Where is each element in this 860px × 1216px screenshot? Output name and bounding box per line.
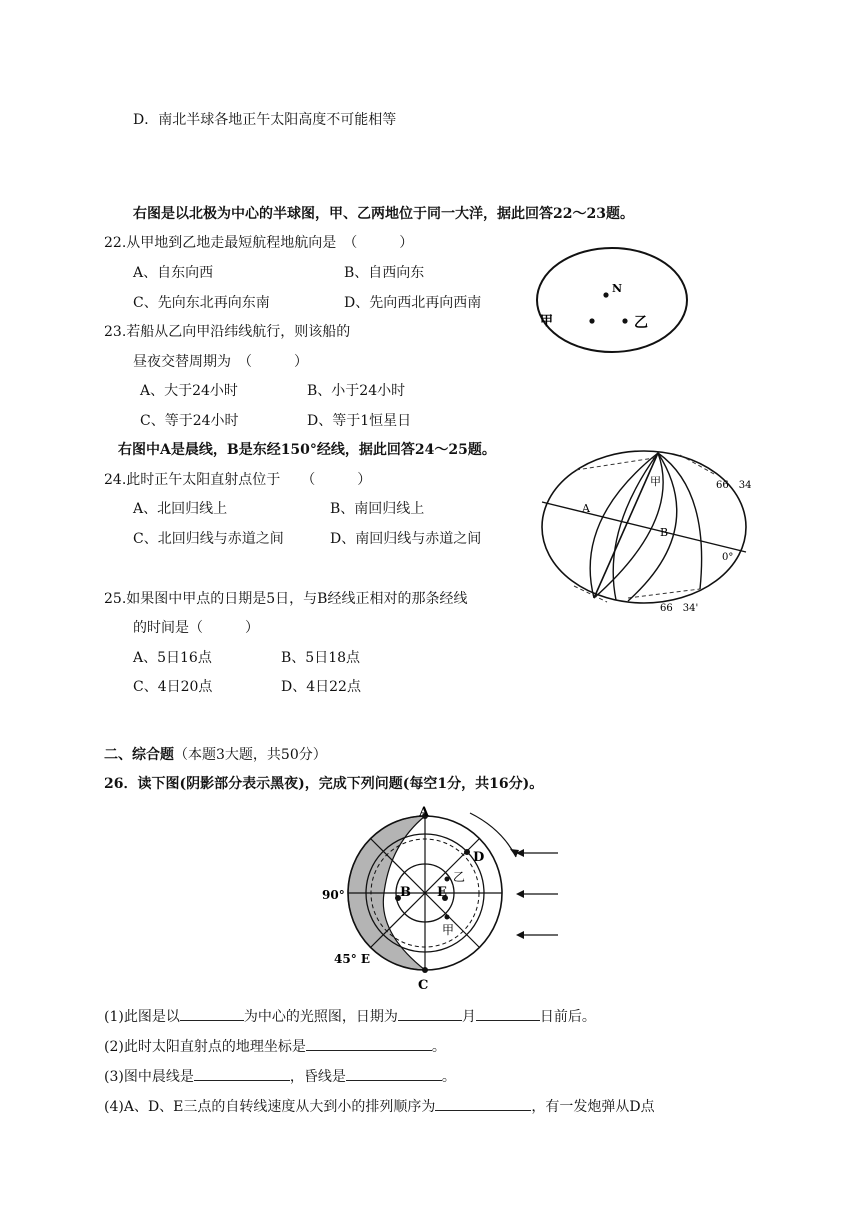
q23-stem-line2: 昼夜交替周期为 （ ）: [133, 354, 308, 370]
q26-stem: 26．读下图(阴影部分表示黑夜)，完成下列问题(每空1分，共16分)。: [104, 776, 544, 792]
label-yi: 乙: [634, 315, 648, 331]
q24-stem: 24.此时正午太阳直射点位于 （ ）: [104, 472, 372, 488]
q26-sub-1: (1)此图是以 为中心的光照图，日期为 月 日前后。: [104, 1006, 596, 1026]
q23-option-a: A、大于24小时: [140, 383, 238, 399]
label-lat-bottom: 66 34': [660, 603, 699, 614]
q24-option-a: A、北回归线上: [133, 501, 228, 517]
q22-option-d: D、先向西北再向西南: [344, 295, 482, 311]
intro-22-23: 右图是以北极为中心的半球图，甲、乙两地位于同一大洋，据此回答22～23题。: [133, 206, 634, 222]
label-jia: 甲: [442, 923, 455, 937]
label-d: D: [473, 850, 485, 865]
label-lat-equator: 0°: [722, 552, 734, 563]
point-jia: [589, 318, 594, 323]
label-lat-top: 66 34: [716, 480, 752, 491]
answer-blank-7[interactable]: [435, 1096, 531, 1111]
q26-sub-2: (2)此时太阳直射点的地理坐标是 。: [104, 1036, 446, 1056]
q25-option-a: A、5日16点: [133, 650, 212, 666]
label-yi: 乙: [453, 870, 466, 884]
q25-stem-line1: 25.如果图中甲点的日期是5日，与B经线正相对的那条经线: [104, 591, 468, 607]
q26-sub-3: (3)图中晨线是 ，昏线是 。: [104, 1066, 456, 1086]
intro-24-25: 右图中A是晨线，B是东经150°经线，据此回答24～25题。: [118, 442, 496, 458]
q23-option-c: C、等于24小时: [140, 413, 239, 429]
q23-stem-line1: 23.若船从乙向甲沿纬线航行，则该船的: [104, 324, 351, 340]
globe-terminator-figure: [532, 450, 762, 615]
q25-option-b: B、5日18点: [281, 650, 361, 666]
q22-option-c: C、先向东北再向东南: [133, 295, 270, 311]
point-c: [422, 967, 428, 973]
label-90-degree: 90°: [322, 888, 345, 902]
label-jia: 甲: [650, 475, 661, 488]
q25-option-c: C、4日20点: [133, 679, 213, 695]
point-yi: [622, 318, 627, 323]
q24-option-b: B、南回归线上: [330, 501, 425, 517]
answer-blank-5[interactable]: [194, 1066, 290, 1081]
section-2-note: （本题3大题，共50分）: [174, 747, 327, 763]
q26-sub-4: (4)A、D、E三点的自转线速度从大到小的排列顺序为 ，有一发炮弹从D点: [104, 1096, 655, 1116]
label-jia: 甲: [540, 314, 554, 329]
label-c: C: [418, 978, 429, 993]
answer-blank-3[interactable]: [476, 1006, 540, 1021]
label-a: A: [582, 502, 590, 515]
point-d: [464, 849, 470, 855]
q24-option-d: D、南回归线与赤道之间: [330, 531, 482, 547]
q22-stem: 22.从甲地到乙地走最短航程地航向是 （ ）: [104, 235, 414, 251]
answer-blank-2[interactable]: [398, 1006, 462, 1021]
north-pole-hemisphere-figure: [534, 244, 690, 356]
q22-option-b: B、自西向东: [344, 265, 425, 281]
q23-option-b: B、小于24小时: [307, 383, 406, 399]
q25-stem-line2: 的时间是（ ）: [133, 620, 259, 636]
label-45-degree-e: 45° E: [334, 952, 371, 966]
label-b: B: [400, 885, 411, 900]
point-yi: [445, 877, 450, 882]
label-n: N: [612, 282, 623, 295]
section-2-heading: [104, 746, 327, 764]
label-b: B: [660, 526, 669, 539]
illumination-diagram: [320, 805, 570, 993]
q21-option-d: D．南北半球各地正午太阳高度不可能相等: [133, 112, 397, 128]
q23-option-d: D、等于1恒星日: [307, 413, 412, 429]
label-a: A: [419, 805, 430, 820]
q22-option-a: A、自东向西: [133, 265, 214, 281]
answer-blank-4[interactable]: [306, 1036, 432, 1051]
q25-option-d: D、4日22点: [281, 679, 361, 695]
answer-blank-1[interactable]: [180, 1006, 244, 1021]
section-2-title: 二、综合题: [104, 747, 174, 763]
point-n: [603, 292, 608, 297]
q24-option-c: C、北回归线与赤道之间: [133, 531, 284, 547]
point-jia: [445, 915, 450, 920]
label-e: E: [437, 885, 447, 900]
answer-blank-6[interactable]: [346, 1066, 442, 1081]
